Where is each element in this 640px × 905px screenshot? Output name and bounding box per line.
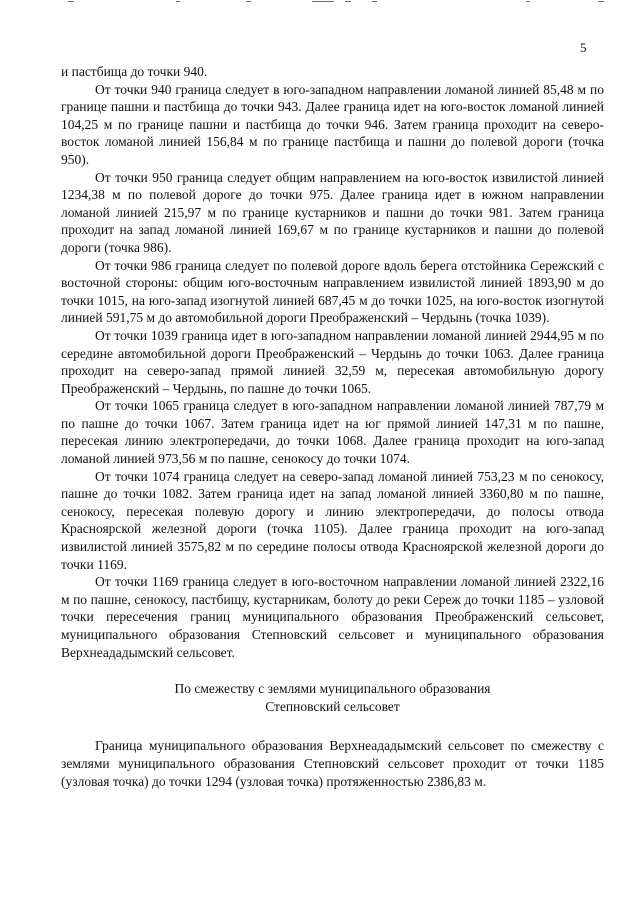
paragraph: От точки 1169 граница следует в юго-восточном направлении ломаной линией 2322,16 м по пашне, сенокосу, пастбищу, кустарникам, болоту до реки Сереж до точки 1185 – узловой точки пересечения границ муниципального образования Преображенский сельсовет, муниципального образования Степновский сельсовет и муниципального образования Верхнеададымский сельсовет. [61,574,604,660]
page-number: 5 [580,40,587,55]
paragraph: От точки 1074 граница следует на северо-запад ломаной линией 753,23 м по сенокосу, пашне до точки 1082. Затем граница идет на запад ломаной линией 3360,80 м по пашне, сенокосу, пересекая полевую дорогу и линию электропередачи, до полосы отвода Красноярской железной дороги (точка 1105). Далее граница проходит на юго-запад извилистой линией 3575,82 м по середине полосы отвода Красноярской железной дороги до точки 1169. [61,468,604,572]
section-heading [61,680,604,715]
scan-edge-artifacts [0,0,640,8]
paragraph: От точки 950 граница следует общим направлением на юго-восток извилистой линией 1234,38 м по полевой дороге до точки 975. Далее граница идет в южном направлении ломаной линией 215,97 м по границе кустарников и пашни до точки 981. Затем граница проходит на запад ломаной линией 169,67 м по границе кустарников и пашни до полевой дороги (точка 986). [61,169,604,255]
section-heading-line-2: Степновский сельсовет [265,698,400,714]
final-paragraph: Граница муниципального образования Верхнеададымский сельсовет по смежеству с землями муниципального образования Степновский сельсовет проходит от точки 1185 (узловая точка) до точки 1294 (узловая точка) протяженностью 2386,83 м. [61,738,604,789]
paragraph: и пастбища до точки 940. [61,64,208,79]
paragraph: От точки 986 граница следует по полевой дороге вдоль берега отстойника Сережский с восточной стороны: общим юго-восточным направлением извилистой линией 1893,90 м до точки 1015, на юго-запад изогнутой линией 687,45 м до точки 1025, на юго-восток изогнутой линией 591,75 м до автомобильной дороги Преображенский – Чердынь (точка 1039). [61,257,604,326]
section-heading-line-1: По смежеству с землями муниципального образования [174,681,491,697]
document-body [61,63,604,790]
paragraph: От точки 1065 граница следует в юго-западном направлении ломаной линией 787,79 м по пашне до точки 1067. Затем граница идет на юг прямой линией 147,31 м по пашне, пересекая линию электропередачи, до точки 1068. Далее граница проходит на юго-запад ломаной линией 973,56 м по пашне, сенокосу до точки 1074. [61,398,604,467]
paragraph: От точки 1039 граница идет в юго-западном направлении ломаной линией 2944,95 м по середине автомобильной дороги Преображенский – Чердынь до точки 1063. Далее граница проходит на северо-запад прямой линией 32,59 м, пересекая автомобильную дорогу Преображенский – Чердынь, по пашне до точки 1065. [61,327,604,396]
paragraph: От точки 940 граница следует в юго-западном направлении ломаной линией 85,48 м по границе пашни и пастбища до точки 943. Далее граница идет на юго-восток ломаной линией 104,25 м по границе пашни и пастбища до точки 946. Затем граница проходит на северо-восток ломаной линией 156,84 м по границе пастбища и пашни до полевой дороги (точка 950). [61,81,604,167]
